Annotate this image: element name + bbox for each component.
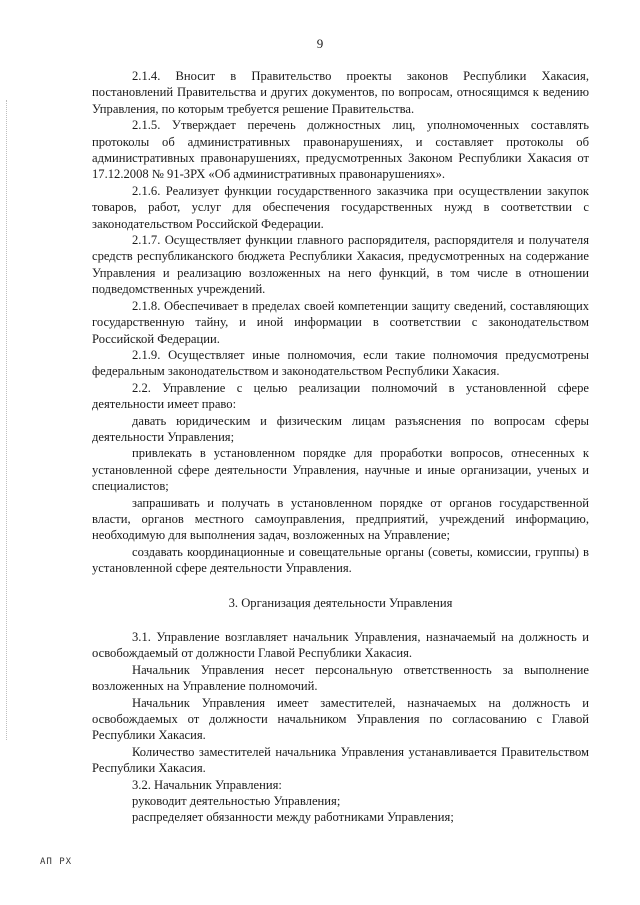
- paragraph-3-1: 3.1. Управление возглавляет начальник Управления, назначаемый на должность и освобождаемый от должности Главой Республики Хакасия.: [92, 630, 589, 661]
- paragraph-2-2: 2.2. Управление с целью реализации полномочий в установленной сфере деятельности имеет право:: [92, 380, 589, 412]
- paragraph-2-1-8: 2.1.8. Обеспечивает в пределах своей компетенции защиту сведений, составляющих государственную тайну, и иной информации в соответствии с законодательством Российской Федерации.: [92, 298, 589, 346]
- document-body: [92, 68, 589, 826]
- paragraph-2-1-9: 2.1.9. Осуществляет иные полномочия, если такие полномочия предусмотрены федеральным законодательством и законодательством Республики Хакасия.: [92, 347, 589, 379]
- footer-code: АП РХ: [40, 857, 73, 867]
- right-item-explain: давать юридическим и физическим лицам разъяснения по вопросам сферы деятельности Управления;: [92, 413, 589, 444]
- duty-item-manage: руководит деятельностью Управления;: [132, 794, 341, 809]
- paragraph-2-1-7: 2.1.7. Осуществляет функции главного распорядителя, распорядителя и получателя средств республиканского бюджета Республики Хакасия, предусмотренных на содержание Управления и реализацию возложенных на него функций, в том числе в отношении подведомственных учреждений.: [92, 233, 589, 297]
- page-number: 9: [316, 36, 324, 51]
- right-item-involve: привлекать в установленном порядке для проработки вопросов, отнесенных к установленной сфере деятельности Управления, научные и иные организации, ученых и специалистов;: [92, 446, 589, 494]
- paragraph-2-1-5: 2.1.5. Утверждает перечень должностных лиц, уполномоченных составлять протоколы об административных правонарушениях, и составляет протоколы об административных правонарушениях, предусмотренных Законом Республики Хакасия от 17.12.2008 № 91-ЗРХ «Об административных правонарушениях».: [92, 118, 589, 182]
- section-title: 3. Организация деятельности Управления: [228, 595, 453, 610]
- paragraph-2-1-6: 2.1.6. Реализует функции государственного заказчика при осуществлении закупок товаров, работ, услуг для обеспечения государственных нужд в соответствии с законодательством Российской Федерации.: [92, 183, 589, 231]
- scan-margin-marks: [6, 100, 9, 740]
- right-item-request: запрашивать и получать в установленном порядке от органов государственной власти, органов местного самоуправления, предприятий, учреждений информацию, необходимую для выполнения задач, возложенных на Управление;: [92, 495, 589, 543]
- paragraph-2-1-4: 2.1.4. Вносит в Правительство проекты законов Республики Хакасия, постановлений Правительства и других документов, по вопросам, относящимся к ведению Управления, по которым требуется решение Правительства.: [92, 69, 589, 116]
- duty-item-distribute: распределяет обязанности между работниками Управления;: [132, 810, 454, 825]
- paragraph-deputies: Начальник Управления имеет заместителей, назначаемых на должность и освобождаемых от должности начальником Управления по согласованию с Главой Республики Хакасия.: [92, 695, 589, 743]
- right-item-create-bodies: создавать координационные и совещательные органы (советы, комиссии, группы) в установленной сфере деятельности Управления.: [92, 544, 589, 576]
- paragraph-head-responsibility: Начальник Управления несет персональную ответственность за выполнение возложенных на Управление полномочий.: [92, 662, 589, 694]
- paragraph-deputies-count: Количество заместителей начальника Управления устанавливается Правительством Республики Хакасия.: [92, 744, 589, 776]
- paragraph-3-2: 3.2. Начальник Управления:: [132, 777, 282, 792]
